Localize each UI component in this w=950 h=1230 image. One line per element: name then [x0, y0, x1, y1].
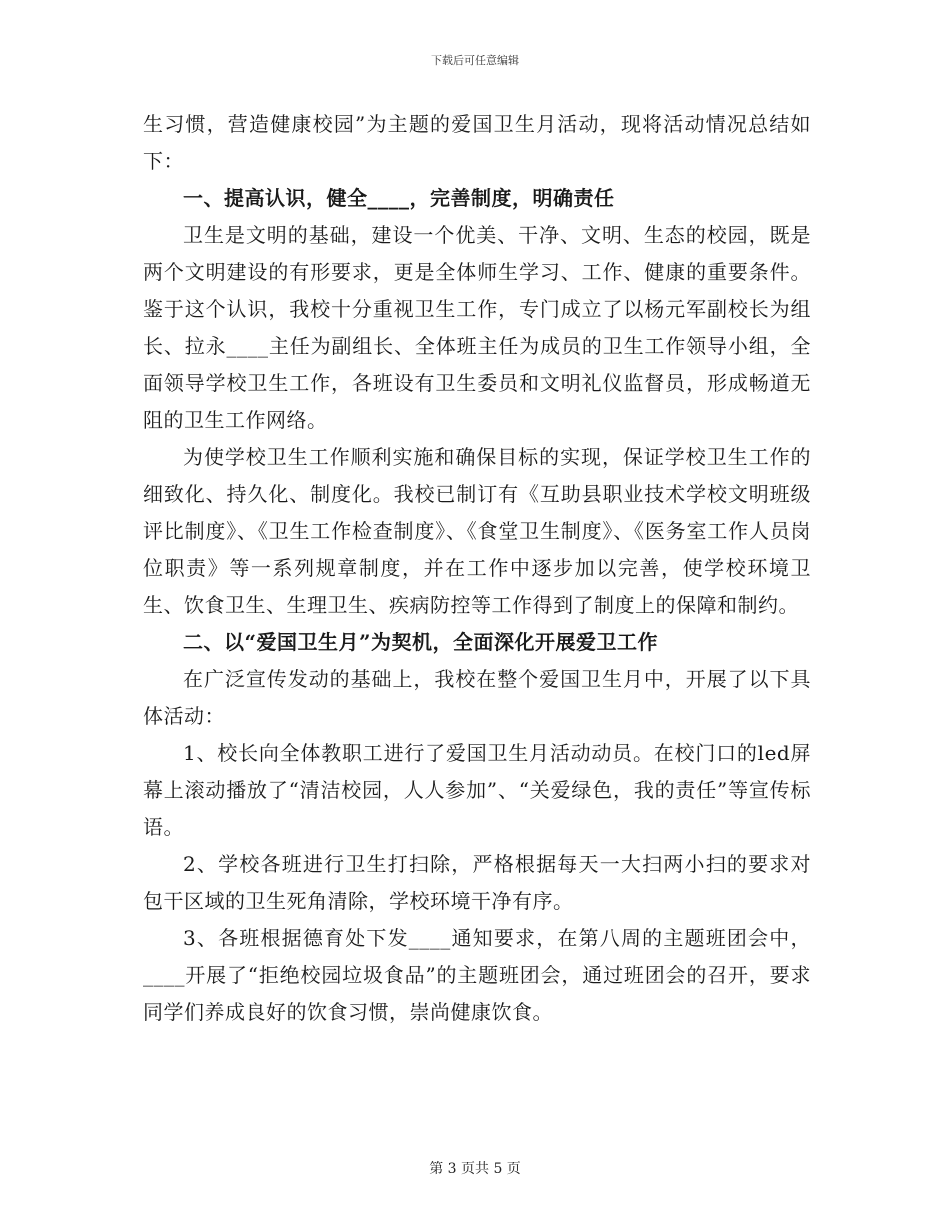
- section-heading-1: 一、提高认识，健全____，完善制度，明确责任: [183, 186, 615, 210]
- list-item-3: 3、各班根据德育处下发____通知要求，在第八周的主题班团会中，____开展了“拒绝校园垃圾食品”的主题班团会，通过班团会的召开，要求同学们养成良好的饮食习惯，崇尚健康饮食。: [143, 926, 811, 1024]
- list-item-2: 2、学校各班进行卫生打扫除，严格根据每天一大扫两小扫的要求对包干区域的卫生死角清除，学校环境干净有序。: [143, 852, 811, 913]
- list-item-1: 1、校长向全体教职工进行了爱国卫生月活动动员。在校门口的led屏幕上滚动播放了“清洁校园，人人参加”、“关爱绿色，我的责任”等宣传标语。: [143, 741, 811, 839]
- page-header-note: 下载后可任意编辑: [431, 54, 519, 67]
- document-body: [143, 106, 811, 1031]
- paragraph-activities-intro: 在广泛宣传发动的基础上，我校在整个爱国卫生月中，开展了以下具体活动：: [143, 667, 811, 728]
- paragraph-intro-continuation: 生习惯，营造健康校园”为主题的爱国卫生月活动，现将活动情况总结如下：: [143, 112, 811, 173]
- page-number: 第 3 页共 5 页: [429, 1161, 521, 1177]
- paragraph-hygiene-foundation: 卫生是文明的基础，建设一个优美、干净、文明、生态的校园，既是两个文明建设的有形要求，更是全体师生学习、工作、健康的重要条件。鉴于这个认识，我校十分重视卫生工作，专门成立了以杨元军副校长为组长、拉永____主任为副组长、全体班主任为成员的卫生工作领导小组，全面领导学校卫生工作，各班设有卫生委员和文明礼仪监督员，形成畅道无阻的卫生工作网络。: [143, 223, 811, 432]
- paragraph-regulations: 为使学校卫生工作顺利实施和确保目标的实现，保证学校卫生工作的细致化、持久化、制度化。我校已制订有《互助县职业技术学校文明班级评比制度》、《卫生工作检查制度》、《食堂卫生制度》、《医务室工作人员岗位职责》等一系列规章制度，并在工作中逐步加以完善，使学校环境卫生、饮食卫生、生理卫生、疾病防控等工作得到了制度上的保障和制约。: [143, 445, 811, 617]
- section-heading-2: 二、以“爱国卫生月”为契机，全面深化开展爱卫工作: [183, 630, 659, 654]
